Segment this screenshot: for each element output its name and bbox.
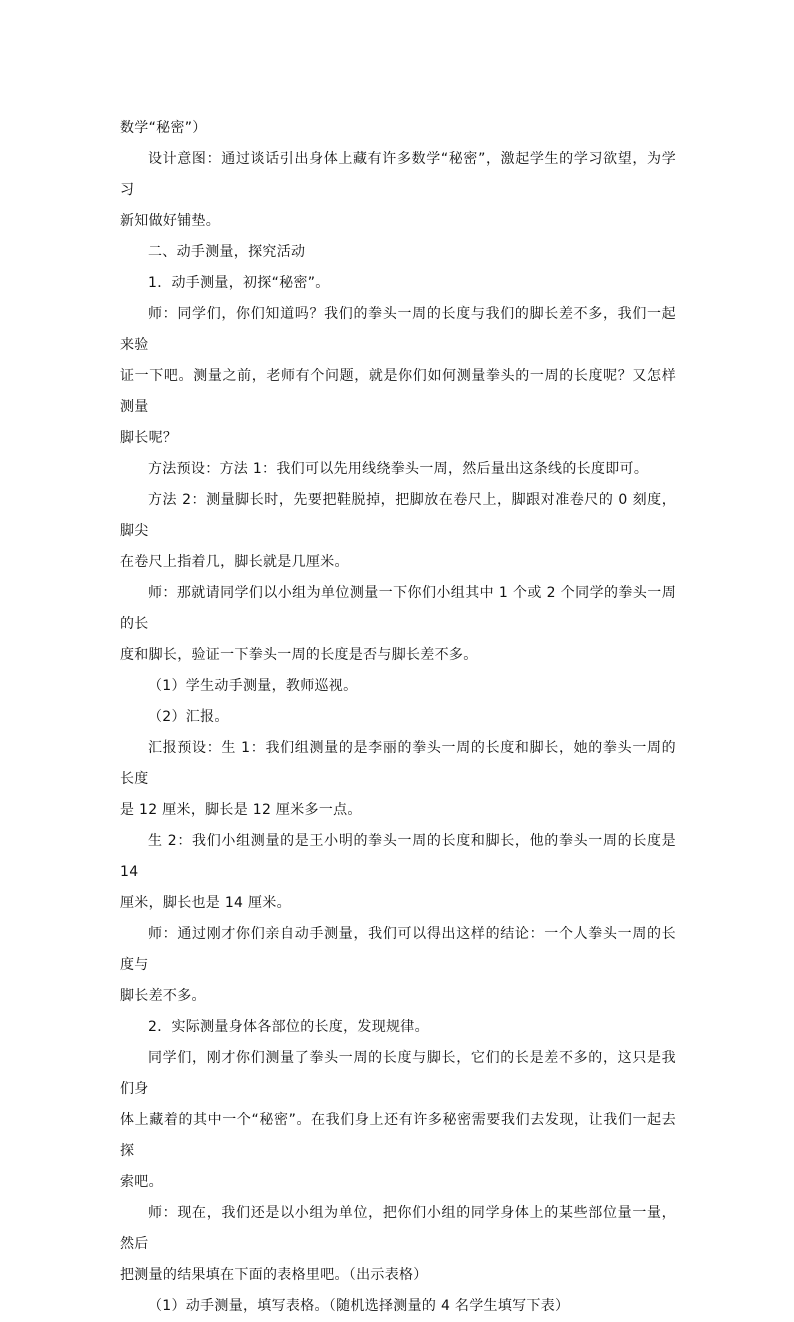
- document-body: [120, 113, 676, 1322]
- text-line: 证一下吧。测量之前，老师有个问题，就是你们如何测量拳头的一周的长度呢？又怎样测量: [120, 368, 676, 415]
- text-line: 方法 2：测量脚长时，先要把鞋脱掉，把脚放在卷尺上，脚跟对准卷尺的 0 刻度，脚尖: [120, 492, 676, 539]
- text-line: （1）学生动手测量，教师巡视。: [148, 678, 358, 694]
- text-line: 师：那就请同学们以小组为单位测量一下你们小组其中 1 个或 2 个同学的拳头一周的长: [120, 585, 676, 632]
- text-line: 度和脚长，验证一下拳头一周的长度是否与脚长差不多。: [120, 647, 478, 663]
- text-line: 脚长呢？: [120, 430, 178, 446]
- text-line: 体上藏着的其中一个“秘密”。在我们身上还有许多秘密需要我们去发现，让我们一起去探: [120, 1112, 676, 1159]
- text-line: 把测量的结果填在下面的表格里吧。（出示表格）: [120, 1267, 428, 1283]
- text-line: 在卷尺上指着几，脚长就是几厘米。: [120, 554, 349, 570]
- text-line: （1）动手测量，填写表格。（随机选择测量的 4 名学生填写下表）: [148, 1298, 570, 1314]
- section-heading: 二、动手测量，探究活动: [148, 244, 306, 260]
- text-line: 师：同学们，你们知道吗？我们的拳头一周的长度与我们的脚长差不多，我们一起来验: [120, 306, 676, 353]
- text-line: 生 2：我们小组测量的是王小明的拳头一周的长度和脚长，他的拳头一周的长度是 14: [120, 833, 676, 880]
- text-line: （2）汇报。: [148, 709, 229, 725]
- subsection-heading: 1．动手测量，初探“秘密”。: [148, 275, 330, 291]
- text-line: 汇报预设：生 1：我们组测量的是李丽的拳头一周的长度和脚长，她的拳头一周的长度: [120, 740, 676, 787]
- text-line: 设计意图：通过谈话引出身体上藏有许多数学“秘密”，激起学生的学习欲望，为学习: [120, 151, 676, 198]
- text-line: 数学“秘密”）: [120, 120, 207, 136]
- text-line: 脚长差不多。: [120, 988, 206, 1004]
- text-line: 师：现在，我们还是以小组为单位，把你们小组的同学身体上的某些部位量一量，然后: [120, 1205, 676, 1252]
- text-line: 方法预设：方法 1：我们可以先用线绕拳头一周，然后量出这条线的长度即可。: [148, 461, 649, 477]
- text-line: 师：通过刚才你们亲自动手测量，我们可以得出这样的结论：一个人拳头一周的长度与: [120, 926, 676, 973]
- text-line: 厘米，脚长也是 14 厘米。: [120, 895, 291, 911]
- text-line: 同学们，刚才你们测量了拳头一周的长度与脚长，它们的长是差不多的，这只是我们身: [120, 1050, 676, 1097]
- text-line: 是 12 厘米，脚长是 12 厘米多一点。: [120, 802, 362, 818]
- subsection-heading: 2．实际测量身体各部位的长度，发现规律。: [148, 1019, 429, 1035]
- text-line: 索吧。: [120, 1174, 163, 1190]
- text-line: 新知做好铺垫。: [120, 213, 221, 229]
